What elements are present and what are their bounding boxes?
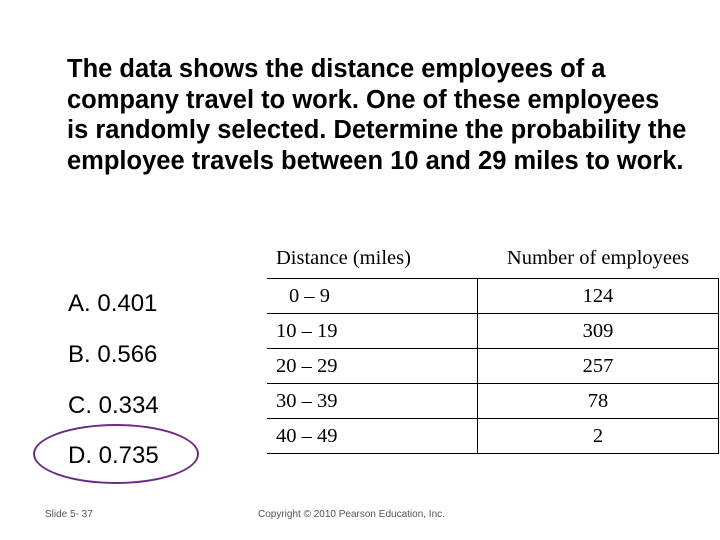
copyright-text: Copyright © 2010 Pearson Education, Inc. (258, 509, 445, 520)
employees-cell: 309 (478, 314, 719, 349)
table-row (267, 349, 719, 384)
distance-cell: 30 – 39 (267, 384, 478, 419)
header-distance: Distance (miles) (276, 246, 411, 269)
choice-c[interactable]: C. 0.334 (68, 392, 159, 419)
employees-cell: 2 (478, 419, 719, 454)
employees-cell: 257 (478, 349, 719, 384)
table-row (267, 279, 719, 314)
table-header-row (267, 238, 719, 279)
distance-cell: 0 – 9 (267, 279, 478, 314)
distance-cell: 40 – 49 (267, 419, 478, 454)
choice-a[interactable]: A. 0.401 (68, 290, 158, 317)
choice-d[interactable]: D. 0.735 (68, 442, 159, 469)
choice-b[interactable]: B. 0.566 (68, 341, 158, 368)
header-employees: Number of employees (506, 246, 690, 269)
table-row (267, 384, 719, 419)
employees-cell: 78 (478, 384, 719, 419)
slide-number: Slide 5- 37 (45, 509, 93, 520)
distance-table (267, 238, 719, 454)
selected-answer-circle (33, 424, 199, 484)
table-row (267, 314, 719, 349)
question-text: The data shows the distance employees of a company travel to work. One of these employees is randomly selected. Determine the probability the employee travels between 10 and 29 miles to work. (67, 55, 687, 175)
distance-cell: 20 – 29 (267, 349, 478, 384)
table-row (267, 419, 719, 454)
employees-cell: 124 (478, 279, 719, 314)
distance-cell: 10 – 19 (267, 314, 478, 349)
